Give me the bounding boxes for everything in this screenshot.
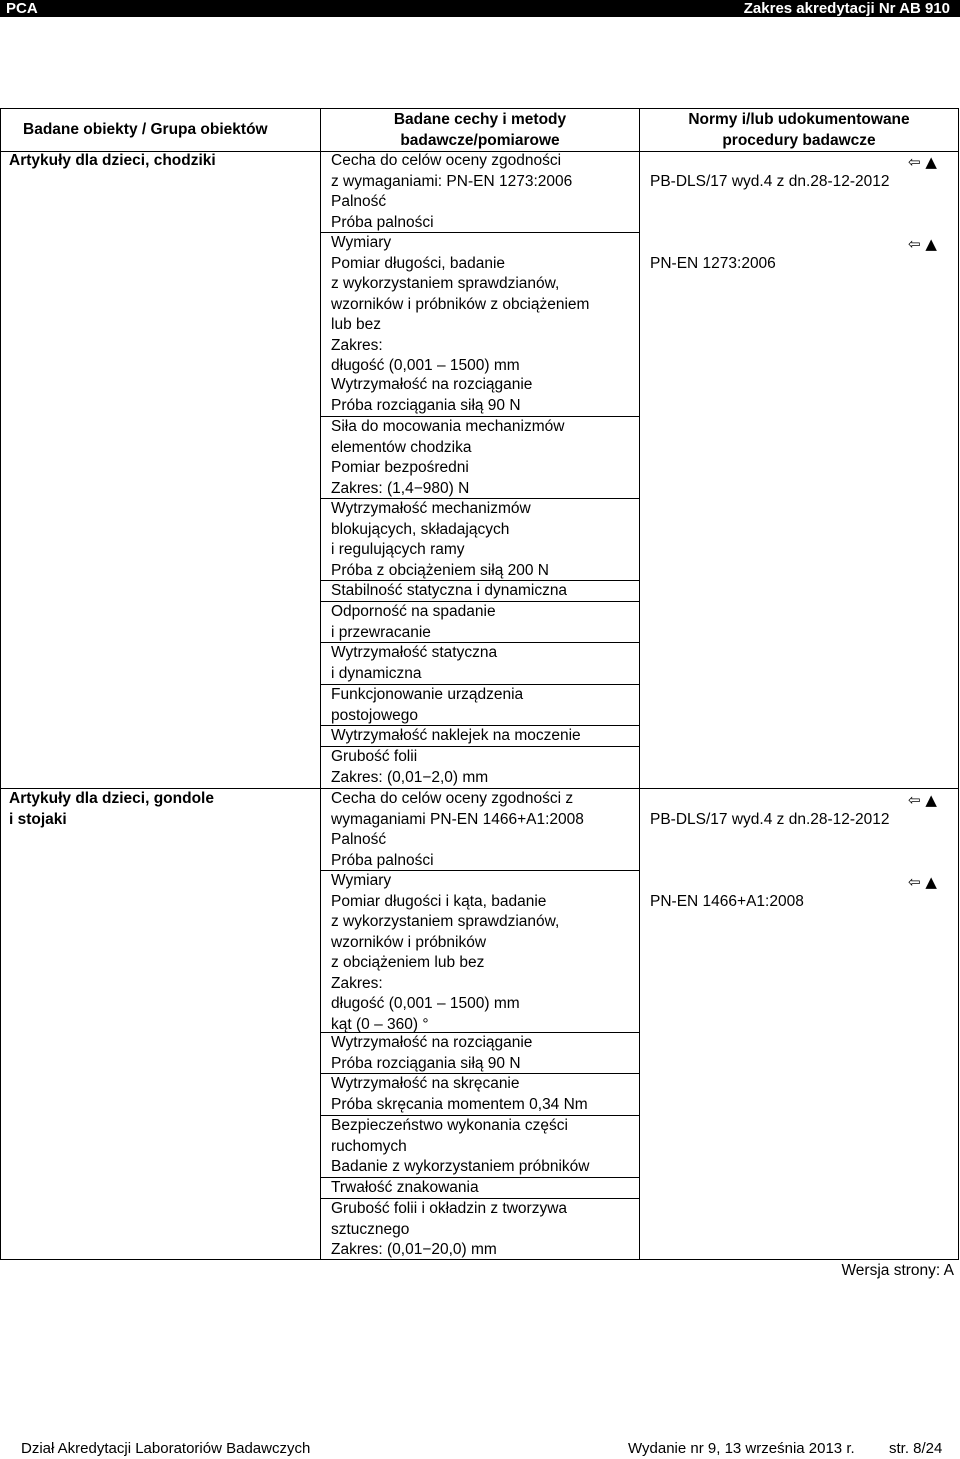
table-top-border (0, 108, 959, 109)
header-accreditation: Zakres akredytacji Nr AB 910 (743, 0, 950, 17)
footer-department: Dział Akredytacji Laboratoriów Badawczych (21, 1440, 311, 1457)
norm-ref: PB-DLS/17 wyd.4 z dn.28-12-2012 (650, 811, 890, 828)
col-header-norms: Normy i/lub udokumentowane procedury badawcze (688, 111, 910, 149)
feature-cell: Bezpieczeństwo wykonania części ruchomych Badanie z wykorzystaniem próbników (331, 1117, 590, 1175)
col-header-objects: Badane obiekty / Grupa obiektów (23, 121, 268, 138)
feature-cell: Grubość folii Zakres: (0,01−2,0) mm (331, 748, 489, 786)
feature-cell: Wytrzymałość na rozciąganie Próba rozciągania siłą 90 N (331, 1034, 533, 1072)
feature-cell: Wymiary Pomiar długości, badanie z wykorzystaniem sprawdzianów, wzorników i próbników z obciążeniem lub bez Zakres: długość (0,001 – 1500) mm (331, 234, 590, 374)
table-right-border (958, 108, 959, 1260)
norm-ref: PB-DLS/17 wyd.4 z dn.28-12-2012 (650, 173, 890, 190)
marker-icon: ⇦ ▲ (908, 235, 937, 253)
feature-cell: Funkcjonowanie urządzenia postojowego (331, 686, 524, 724)
marker-icon: ⇦ ▲ (908, 791, 937, 809)
feature-cell: Grubość folii i okładzin z tworzywa sztucznego Zakres: (0,01−20,0) mm (331, 1200, 568, 1258)
feature-cell: Wytrzymałość na rozciąganie Próba rozciągania siłą 90 N (331, 376, 533, 414)
marker-icon: ⇦ ▲ (908, 153, 937, 171)
table-left-border (0, 108, 1, 1260)
footer-edition: Wydanie nr 9, 13 września 2013 r. (628, 1440, 855, 1457)
header-bar (0, 0, 960, 17)
feature-cell: Wytrzymałość na skręcanie Próba skręcania momentem 0,34 Nm (331, 1075, 588, 1113)
feature-cell: Siła do mocowania mechanizmów elementów chodzika Pomiar bezpośredni Zakres: (1,4−980) N (331, 418, 565, 497)
object-group-1: Artykuły dla dzieci, chodziki (9, 152, 216, 169)
page-version: Wersja strony: A (841, 1262, 954, 1279)
norm-ref: PN-EN 1273:2006 (650, 255, 776, 272)
feature-cell: Wytrzymałość mechanizmów blokujących, składających i regulujących ramy Próba z obciążeniem siłą 200 N (331, 500, 549, 579)
feature-cell: Cecha do celów oceny zgodności z wymaganiami: PN-EN 1273:2006 Palność Próba palności (331, 152, 573, 231)
feature-cell: Trwałość znakowania (331, 1179, 479, 1196)
object-group-2: Artykuły dla dzieci, gondole i stojaki (9, 790, 214, 828)
feature-cell: Cecha do celów oceny zgodności z wymaganiami PN-EN 1466+A1:2008 Palność Próba palności (331, 790, 584, 869)
feature-cell: Wytrzymałość statyczna i dynamiczna (331, 644, 498, 682)
footer-page-number: str. 8/24 (889, 1440, 943, 1457)
feature-cell: Wytrzymałość naklejek na moczenie (331, 727, 581, 744)
norm-ref: PN-EN 1466+A1:2008 (650, 893, 804, 910)
header-org: PCA (6, 0, 38, 17)
feature-cell: Odporność na spadanie i przewracanie (331, 603, 496, 641)
marker-icon: ⇦ ▲ (908, 873, 937, 891)
feature-cell: Stabilność statyczna i dynamiczna (331, 582, 568, 599)
feature-cell: Wymiary Pomiar długości i kąta, badanie z wykorzystaniem sprawdzianów, wzorników i próbników z obciążeniem lub bez Zakres: długość (0,001 – 1500) mm kąt (0 – 360) ° (331, 872, 560, 1033)
col-header-methods: Badane cechy i metody badawcze/pomiarowe (393, 111, 567, 149)
